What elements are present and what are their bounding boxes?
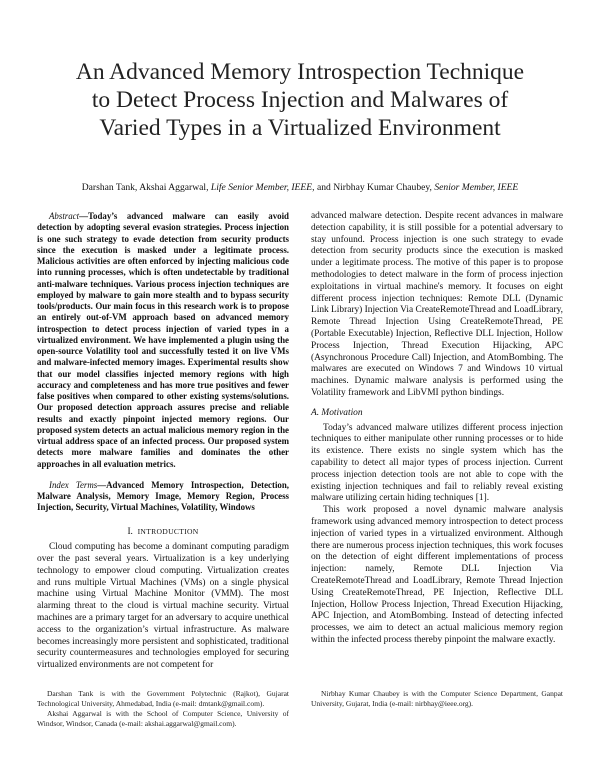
author-role-2: Senior Member, IEEE (434, 182, 519, 193)
left-column (37, 211, 289, 672)
index-terms-text: —Advanced Memory Introspection, Detection, Malware Analysis, Memory Image, Memory Region, Process Injection, Security, Virtual Machines, Volatility, Windows (37, 479, 289, 513)
subsection-heading-motivation: A. Motivation (311, 407, 363, 418)
motivation-paragraph-2: This work proposed a novel dynamic malware analysis framework using advanced memory introspection to detect process injection of varied types in a virtualized environment. Although there are numerous process injection techniques, this work focuses on the detection of eight different implementations of process injection: namely, Remote DLL Injection Via CreateRemoteThread and LoadLibrary, Remote Thread Injection Using CreateRemoteThread, PE Injection, Reflective DLL Injection, Hollow Process Injection, Thread Execution Hijacking, APC Injection, and AtomBombing. Instead of detecting infected processes, we aim to detect an actual malicious memory region within the infected process thereby pinpoint the malware exactly. (311, 505, 563, 645)
author-list (60, 181, 540, 194)
abstract (37, 211, 289, 470)
right-column (311, 211, 563, 647)
intro-paragraph-continued: advanced malware detection. Despite recent advances in malware detection capability, it is still possible for a potential adversary to stay unfound. Process injection is one such strategy to evade detection from security products since the execution is masked under a legitimate process. The motive of this paper is to propose methodologies to detect malware in the form of process injection exploitations in virtual machine's memory. It focuses on eight different process injection techniques: Remote DLL (Dynamic Link Library) Injection Via CreateRemoteThread and LoadLibrary, Remote Thread Injection Using CreateRemoteThread, PE (Portable Executable) Injection, Reflective DLL Injection, Hollow Process Injection, Thread Execution Hijacking, APC (Asynchronous Procedure Call) Injection, and AtomBombing. The malwares are executed on Windows 7 and Windows 10 virtual machines. Dynamic malware analysis is performed using the Volatility framework and LibVMI python bindings. (311, 211, 563, 398)
title-line: An Advanced Memory Introspection Technique (75, 59, 525, 85)
abstract-label: Abstract (49, 211, 80, 221)
section-title: INTRODUCTION (137, 526, 199, 536)
intro-paragraph: Cloud computing has become a dominant computing paradigm over the past several years. Virtualization is a key underlying technology to empower cloud computing. Virtualization creates and runs multiple Virtual Machines (VMs) on a single physical machine using Virtual Machine Monitor (VMM). The most alarming threat to the cloud is virtual machine security. Virtual machines are a primary target for an adversary to acquire unethical access to the organization’s virtual infrastructure. As malware becomes increasingly more persistent and sophisticated, traditional security countermeasures and technologies employed for securing virtualized environments are not competent for (37, 542, 289, 671)
index-terms (37, 480, 289, 514)
footnote-right (311, 689, 563, 709)
paper-title (0, 58, 600, 142)
title-line: to Detect Process Injection and Malwares of (91, 87, 509, 113)
index-terms-label: Index Terms (49, 479, 98, 490)
footnote-affiliation: Darshan Tank is with the Government Polytechnic (Rajkot), Gujarat Technological University, Ahmedabad, India (e-mail: dmtank@gmail.com). (37, 689, 289, 708)
footnote-affiliation: Nirbhay Kumar Chaubey is with the Computer Science Department, Ganpat University, Gujarat, India (e-mail: nirbhay@ieee.org). (311, 689, 563, 708)
motivation-paragraph-1: Today’s advanced malware utilizes different process injection techniques to either manipulate other running processes or to hide its existence. There exists no single system which has the capability to detect all major types of process injection. Current process injection detection tools are not able to cope with the existing injection techniques and fail to reliably reveal existing malware utilizing certain hiding techniques [1]. (311, 422, 563, 504)
section-heading-introduction (37, 526, 289, 539)
author-names-2: and Nirbhay Kumar Chaubey, (314, 182, 435, 193)
section-number: I. (127, 526, 133, 537)
title-line: Varied Types in a Virtualized Environment (99, 115, 501, 141)
abstract-text: —Today’s advanced malware can easily avoid detection by adopting several evasion strategies. Process injection is one such strategy to evade detection from security products since the execution is masked under a legitimate process. Malicious activities are often enforced by injecting malicious code into running processes, which is often undetectable by traditional anti-malware techniques. Various process injection techniques are employed by malware to gain more stealth and to bypass security tools/products. Our main focus in this research work is to propose an entirely out-of-VM approach based on advanced memory introspection to detect process injection of varied types in a virtualized environment. We have implemented a plugin using the open-source Volatility tool and successfully tested it on live VMs and malware-infected memory images. Experimental results show that our model classifies injected memory regions with high accuracy and completeness and has more true positives and fewer false positives when compared to other existing systems/solutions. Our proposed detection approach assures precise and reliable results and exactly pinpoint injected memory regions. Our proposed system detects an actual malicious memory region in the virtual address space of an infected process. Our proposed system detects more malware families and dominates the other approaches in all evaluation metrics. (37, 211, 289, 469)
footnote-affiliation: Akshai Aggarwal is with the School of Computer Science, University of Windsor, Windsor, Canada (e-mail: akshai.aggarwal@gmail.com). (37, 709, 289, 728)
footnote-left (37, 689, 289, 729)
author-names-1: Darshan Tank, Akshai Aggarwal, (81, 182, 211, 193)
author-role-1: Life Senior Member, IEEE, (210, 182, 315, 193)
